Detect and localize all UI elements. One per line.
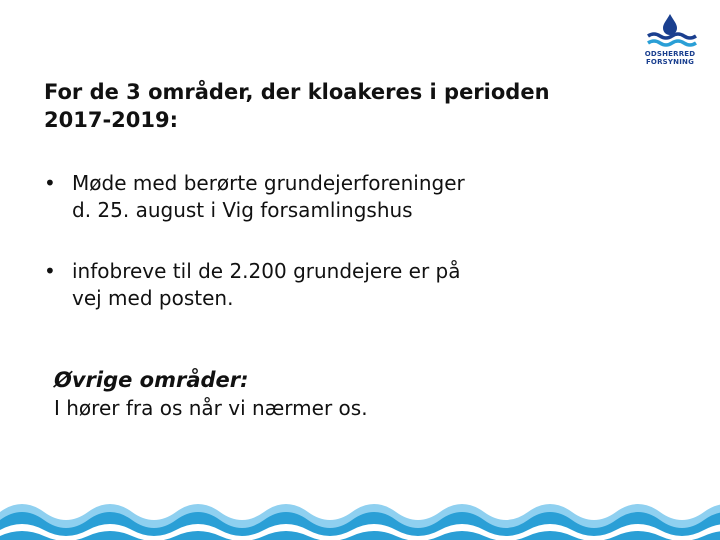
slide-heading [44,78,644,134]
bullet-marker: • [44,171,56,195]
water-drop-logo-icon [638,10,702,50]
logo-text-line2: FORSYNING [645,58,695,66]
heading-line1: For de 3 områder, der kloakeres i perioden [44,80,550,104]
bullet-item-meeting [44,170,604,230]
bullet-text [72,170,465,224]
logo-text-line1: ODSHERRED [644,50,696,58]
other-areas-section [54,366,614,422]
bullet-item-letters [44,258,604,318]
bullet-line2: d. 25. august i Vig forsamlingshus [72,198,413,222]
other-areas-title: Øvrige områder: [54,368,249,392]
heading-line2: 2017-2019: [44,108,179,132]
bullet-line1: infobreve til de 2.200 grundejere er på [72,259,461,283]
bullet-line1: Møde med berørte grundejerforeninger [72,171,465,195]
bullet-marker: • [44,259,56,283]
other-areas-text: I hører fra os når vi nærmer os. [54,396,368,420]
wave-footer-decoration [0,490,720,540]
bullet-text [72,258,461,312]
odsherred-forsyning-logo [638,10,702,66]
bullet-line2: vej med posten. [72,286,234,310]
